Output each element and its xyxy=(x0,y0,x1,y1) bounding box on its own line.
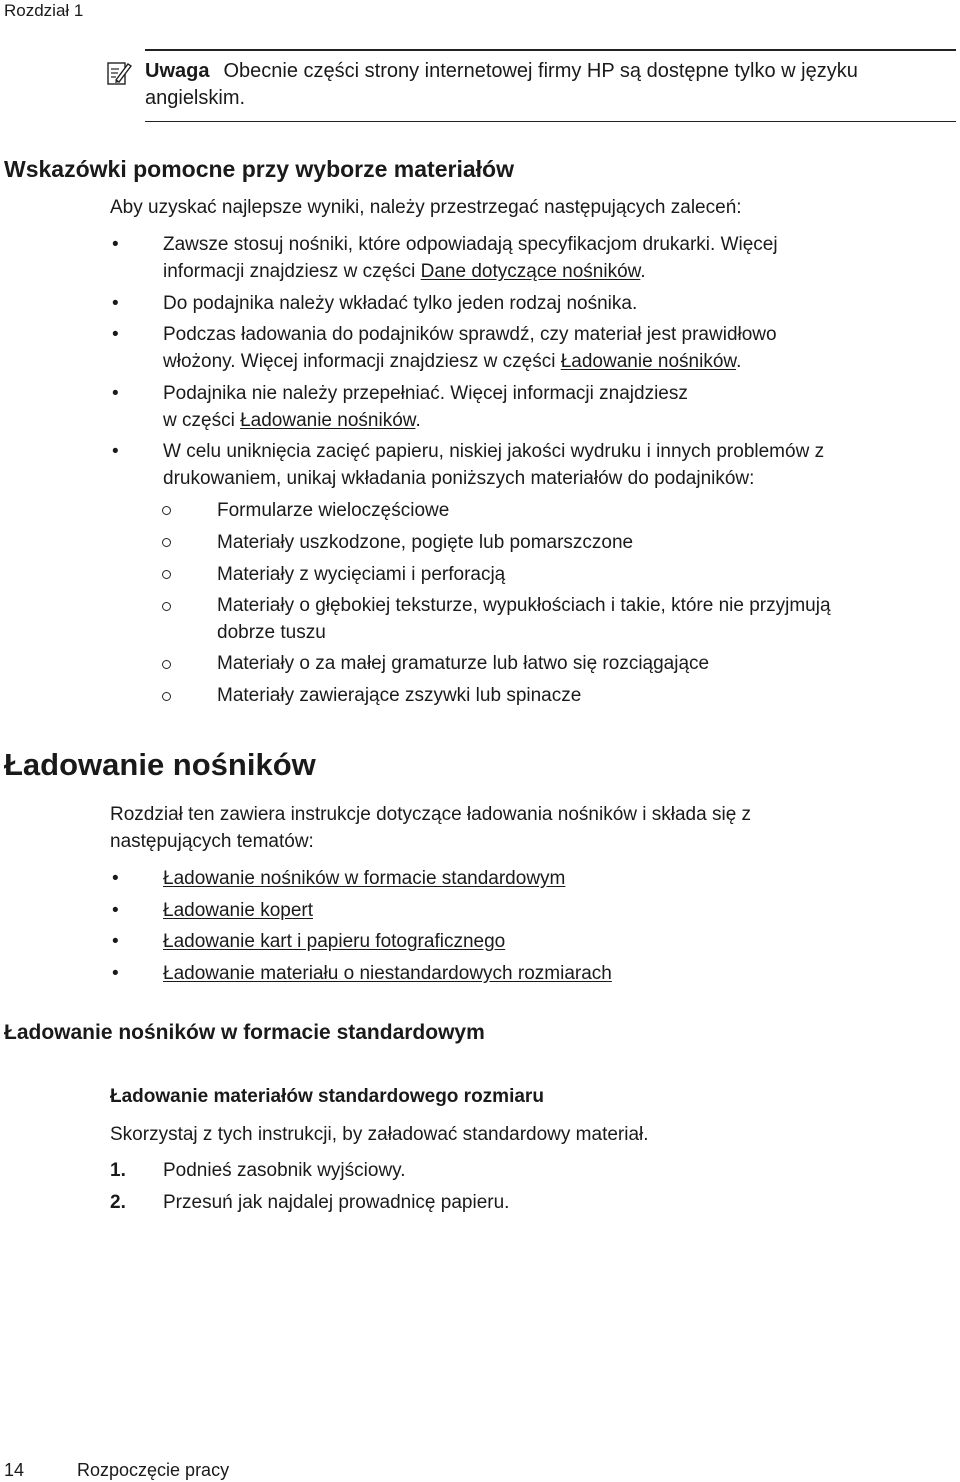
tips-item-4-line1: Podajnika nie należy przepełniać. Więcej informacji znajdziesz xyxy=(163,383,688,404)
link-custom-size[interactable]: Ładowanie materiału o niestandardowych rozmiarach xyxy=(163,963,612,984)
note-label: Uwaga xyxy=(145,60,210,82)
bullet-icon: • xyxy=(112,324,119,345)
note-bottom-rule xyxy=(145,121,956,122)
page-number: 14 xyxy=(4,1460,25,1480)
chapter-header: Rozdział 1 xyxy=(4,1,84,20)
link-cards-photo[interactable]: Ładowanie kart i papieru fotograficznego xyxy=(163,931,506,952)
sub-item-4-line1: Materiały o głębokiej teksturze, wypukłościach i takie, które nie przyjmują xyxy=(217,595,831,616)
sub-item-2: Materiały uszkodzone, pogięte lub pomarszczone xyxy=(217,532,634,553)
bullet-icon: • xyxy=(112,931,119,952)
circle-bullet-icon xyxy=(162,692,171,701)
bullet-icon: • xyxy=(112,900,119,921)
sub-item-3: Materiały z wycięciami i perforacją xyxy=(217,564,506,585)
link-loading-media[interactable]: Ładowanie nośników xyxy=(560,351,737,372)
bullet-icon: • xyxy=(112,963,119,984)
sub-item-4-line2: dobrze tuszu xyxy=(217,622,326,643)
bullet-icon: • xyxy=(112,383,119,404)
tips-item-2: Do podajnika należy wkładać tylko jeden rodzaj nośnika. xyxy=(163,293,638,314)
sub-item-1: Formularze wieloczęściowe xyxy=(217,500,450,521)
bullet-icon: • xyxy=(112,441,119,462)
tips-intro: Aby uzyskać najlepsze wyniki, należy przestrzegać następujących zaleceń: xyxy=(110,197,742,218)
tips-item-3-line1: Podczas ładowania do podajników sprawdź, czy materiał jest prawidłowo xyxy=(163,324,777,345)
sub-item-5: Materiały o za małej gramaturze lub łatwo się rozciągające xyxy=(217,653,710,674)
loading-heading: Ładowanie nośników xyxy=(4,747,316,782)
note-body: Obecnie części strony internetowej firmy HP są dostępne tylko w języku angielskim. xyxy=(145,60,858,109)
bullet-icon: • xyxy=(112,234,119,255)
circle-bullet-icon xyxy=(162,506,171,515)
standard-heading: Ładowanie nośników w formacie standardowym xyxy=(4,1021,485,1044)
note-pencil-icon xyxy=(106,60,132,86)
standard-subheading: Ładowanie materiałów standardowego rozmiaru xyxy=(110,1086,544,1107)
bullet-icon: • xyxy=(112,868,119,889)
tips-heading: Wskazówki pomocne przy wyborze materiałów xyxy=(4,156,514,182)
circle-bullet-icon xyxy=(162,602,171,611)
link-envelopes[interactable]: Ładowanie kopert xyxy=(163,900,313,921)
link-standard-media[interactable]: Ładowanie nośników w formacie standardowym xyxy=(163,868,566,889)
link-loading-media[interactable]: Ładowanie nośników xyxy=(240,410,416,431)
link-media-specs[interactable]: Dane dotyczące nośników xyxy=(420,261,641,282)
tips-item-5-line1: W celu uniknięcia zacięć papieru, niskiej jakości wydruku i innych problemów z xyxy=(163,441,825,462)
bullet-icon: • xyxy=(112,293,119,314)
footer-section: Rozpoczęcie pracy xyxy=(77,1460,230,1480)
circle-bullet-icon xyxy=(162,538,171,547)
loading-intro-line1: Rozdział ten zawiera instrukcje dotyczące ładowania nośników i składa się z xyxy=(110,804,752,825)
circle-bullet-icon xyxy=(162,570,171,579)
loading-intro-line2: następujących tematów: xyxy=(110,831,314,852)
note-text xyxy=(145,58,945,112)
step-text: Przesuń jak najdalej prowadnicę papieru. xyxy=(163,1192,510,1213)
tips-item-4-line2: w części Ładowanie nośników. xyxy=(163,410,421,431)
tips-item-5-line2: drukowaniem, unikaj wkładania poniższych materiałów do podajników: xyxy=(163,468,755,489)
step-text: Podnieś zasobnik wyjściowy. xyxy=(163,1160,406,1181)
step-number: 1. xyxy=(110,1160,126,1181)
tips-item-1-line2: informacji znajdziesz w części Dane dotyczące nośników. xyxy=(163,261,646,282)
circle-bullet-icon xyxy=(162,660,171,669)
sub-item-6: Materiały zawierające zszywki lub spinacze xyxy=(217,685,582,706)
note-top-rule xyxy=(145,49,956,51)
step-number: 2. xyxy=(110,1192,126,1213)
standard-intro: Skorzystaj z tych instrukcji, by załadować standardowy materiał. xyxy=(110,1124,649,1145)
tips-item-3-line2: włożony. Więcej informacji znajdziesz w części Ładowanie nośników. xyxy=(163,351,742,372)
tips-item-1-line1: Zawsze stosuj nośniki, które odpowiadają specyfikacjom drukarki. Więcej xyxy=(163,234,778,255)
